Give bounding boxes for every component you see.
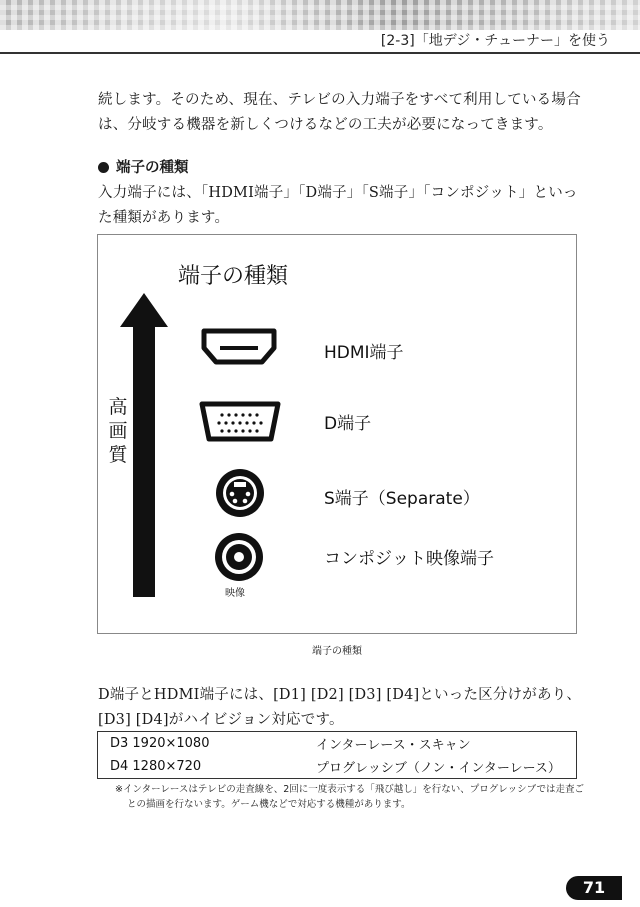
- composite-sublabel: 映像: [225, 588, 245, 599]
- body-paragraph-1: 続します。そのため、現在、テレビの入力端子をすべて利用している場合は、分岐する機器を新しくつけるなどの工夫が必要になってきます。: [98, 92, 581, 133]
- d-terminal-connector-icon: [202, 404, 278, 439]
- body-paragraph-2: 入力端子には、「HDMI端子」「D端子」「S端子」「コンポジット」といった種類があります。: [98, 185, 578, 226]
- section-heading-text: 端子の種類: [116, 160, 189, 176]
- connector-figure: [97, 234, 577, 634]
- table-row: [98, 755, 577, 779]
- composite-connector-icon: [215, 533, 263, 581]
- figure-title: 端子の種類: [178, 264, 289, 289]
- figure-caption: 端子の種類: [312, 646, 362, 657]
- body-paragraph-3: D端子とHDMI端子には、[D1] [D2] [D3] [D4]といった区分けがあり、[D3] [D4]がハイビジョン対応です。: [98, 687, 582, 728]
- resolution-cell: D4 1280×720: [110, 759, 202, 774]
- table-row: [98, 732, 577, 756]
- scan-mode-cell: プログレッシブ（ノン・インターレース）: [316, 761, 561, 776]
- footnote: ※インターレースはテレビの走査線を、2回に一度表示する「飛び越し」を行ない、プログレッシブでは走査ごとの描画を行ないます。ゲーム機などで対応する機種があります。: [115, 784, 584, 810]
- label-composite: コンポジット映像端子: [324, 549, 494, 569]
- label-s-video: S端子（Separate）: [324, 489, 480, 509]
- hdmi-connector-icon: [204, 331, 274, 362]
- s-video-connector-icon: [216, 469, 264, 517]
- header-band: [0, 0, 640, 30]
- header-rule: [0, 52, 640, 54]
- page-number: 71: [566, 876, 622, 900]
- bullet-icon: [98, 162, 109, 173]
- chapter-title: [2-3]「地デジ・チューナー」を使う: [380, 33, 610, 49]
- quality-axis-label: 高画質: [108, 396, 128, 466]
- resolution-table: [97, 731, 577, 779]
- scan-mode-cell: インターレース・スキャン: [316, 738, 471, 753]
- label-hdmi: HDMI端子: [324, 343, 404, 363]
- label-d-terminal: D端子: [324, 414, 372, 434]
- resolution-cell: D3 1920×1080: [110, 736, 210, 751]
- section-heading: [98, 157, 189, 179]
- figure-graphics: [98, 235, 578, 635]
